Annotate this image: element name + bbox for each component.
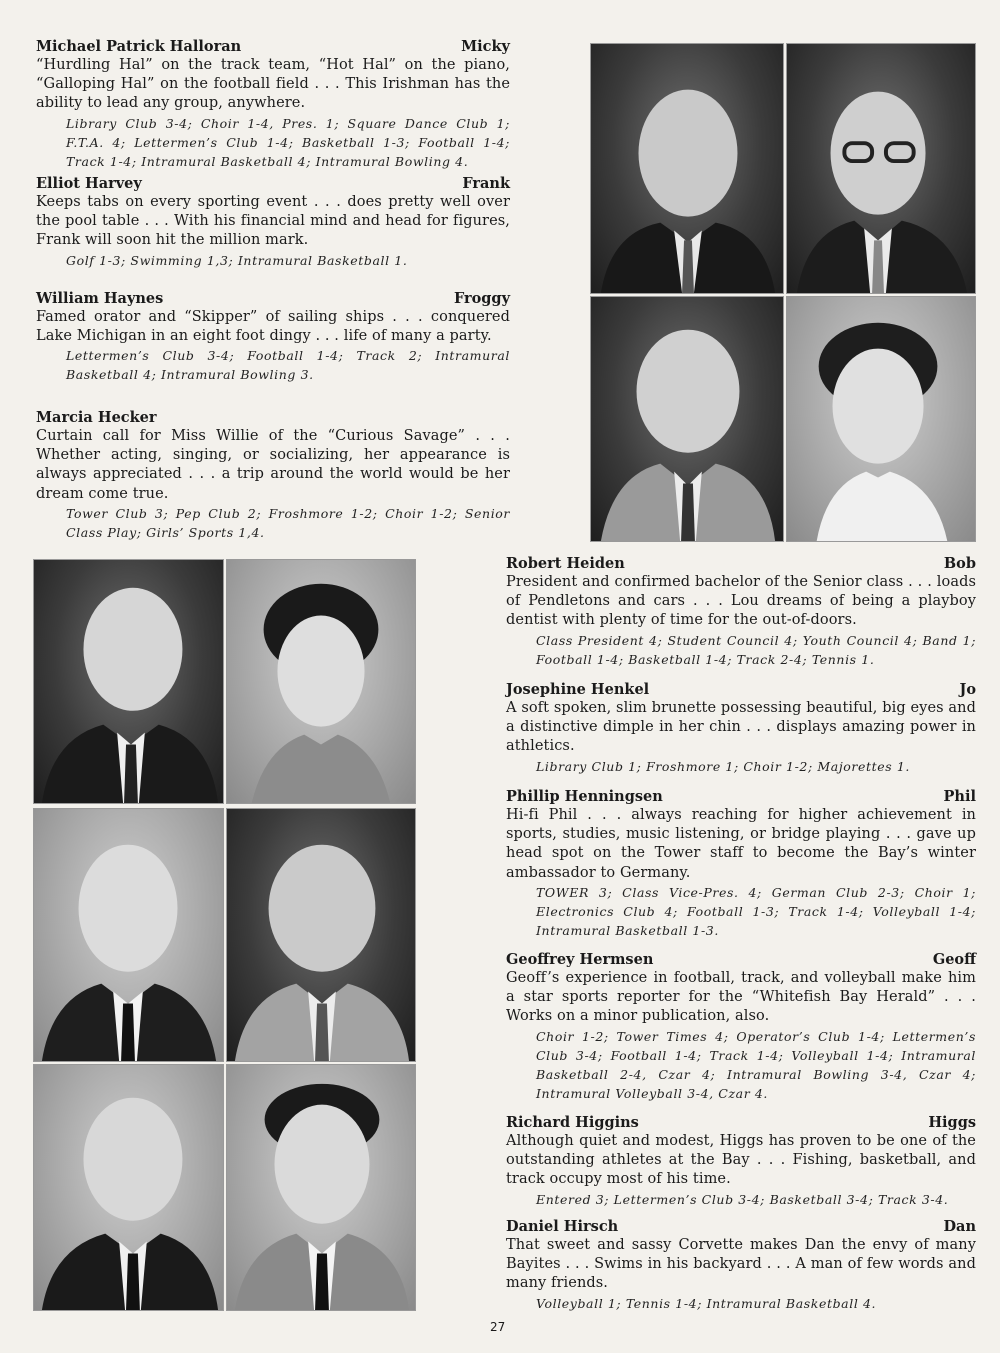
student-description: “Hurdling Hal” on the track team, “Hot Hal” on the piano, “Galloping Hal” on the football field . . . This Irishman has the ability to lead any group, anywhere. xyxy=(36,57,510,112)
portrait-photo-row3-right xyxy=(226,1064,416,1311)
student-activities: Golf 1-3; Swimming 1,3; Intramural Basketball 1. xyxy=(66,252,408,268)
entry-halloran xyxy=(36,37,510,171)
portrait-photo-row1-right xyxy=(226,559,416,804)
portrait-silhouette xyxy=(227,809,415,1061)
entry-header xyxy=(506,680,976,699)
student-nickname: Jo xyxy=(959,681,976,698)
student-name: Marcia Hecker xyxy=(36,409,157,426)
student-nickname: Micky xyxy=(461,38,510,55)
entry-header xyxy=(36,408,510,427)
student-description: That sweet and sassy Corvette makes Dan the envy of many Bayites . . . Swims in his backyard . . . A man of few words and many friends. xyxy=(506,1237,976,1292)
portrait-photo-row3-left xyxy=(33,1064,224,1311)
student-activities: Entered 3; Lettermen’s Club 3-4; Basketball 3-4; Track 3-4. xyxy=(536,1191,949,1207)
student-name: Michael Patrick Halloran xyxy=(36,38,242,55)
entry-harvey xyxy=(36,174,510,270)
student-activities: Class President 4; Student Council 4; Youth Council 4; Band 1; Football 1-4; Basketball 1-4; Track 2-4; Tennis 1. xyxy=(536,632,976,667)
entry-hermsen xyxy=(506,950,976,1103)
entry-hecker xyxy=(36,408,510,542)
student-nickname: Geoff xyxy=(932,951,976,968)
entry-header xyxy=(506,1113,976,1132)
student-description: A soft spoken, slim brunette possessing beautiful, big eyes and a distinctive dimple in her chin . . . displays amazing power in athletics. xyxy=(506,700,976,755)
student-nickname: Frank xyxy=(462,175,510,192)
student-name: William Haynes xyxy=(36,290,164,307)
student-nickname: Bob xyxy=(943,555,976,572)
student-nickname: Higgs xyxy=(928,1114,976,1131)
entry-header xyxy=(36,37,510,56)
portrait-silhouette xyxy=(787,44,975,293)
portrait-silhouette xyxy=(591,44,783,293)
student-name: Robert Heiden xyxy=(506,555,625,572)
portrait-silhouette xyxy=(34,560,223,803)
portrait-silhouette xyxy=(787,297,975,541)
student-nickname: Froggy xyxy=(453,290,510,307)
student-nickname: Phil xyxy=(943,788,976,805)
student-description: Keeps tabs on every sporting event . . . does pretty well over the pool table . . . With his financial mind and head for figures, Frank will soon hit the million mark. xyxy=(36,194,510,249)
entry-header xyxy=(36,289,510,308)
student-activities: Volleyball 1; Tennis 1-4; Intramural Basketball 4. xyxy=(536,1295,877,1311)
portrait-photo-row2-left xyxy=(33,808,224,1062)
student-activities: Library Club 3-4; Choir 1-4, Pres. 1; Square Dance Club 1; F.T.A. 4; Lettermen’s Club 1-4; Basketball 1-3; Football 1-4; Track 1-4; Intramural Basketball 4; Intramural Bowling 4. xyxy=(66,115,510,169)
student-name: Elliot Harvey xyxy=(36,175,142,192)
entry-henkel xyxy=(506,680,976,776)
student-name: Josephine Henkel xyxy=(506,681,650,698)
student-description: Hi-fi Phil . . . always reaching for higher achievement in sports, studies, music listening, or bridge playing . . . gave up head spot on the Tower staff to become the Bay’s winter ambassador to Germany. xyxy=(506,807,976,881)
portrait-photo-heiden xyxy=(590,296,784,542)
student-description: President and confirmed bachelor of the Senior class . . . loads of Pendletons and cars . . . Lou dreams of being a playboy dentist with plenty of time for the out-of-doors. xyxy=(506,574,976,629)
student-nickname: Dan xyxy=(943,1218,976,1235)
student-description: Curtain call for Miss Willie of the “Curious Savage” . . . Whether acting, singing, or socializing, her appearance is always appreciated . . . a trip around the world would be her dream come true. xyxy=(36,428,510,502)
student-activities: Tower Club 3; Pep Club 2; Froshmore 1-2; Choir 1-2; Senior Class Play; Girls’ Sports 1,4. xyxy=(66,505,510,540)
portrait-silhouette xyxy=(227,560,415,803)
student-activities: Choir 1-2; Tower Times 4; Operator’s Club 1-4; Lettermen’s Club 3-4; Football 1-4; Track 1-4; Volleyball 1-4; Intramural Basketball 2-4, Czar 4; Intramural Bowling 3-4, Czar 4; Intramural Volleyball 3-4, Czar 4. xyxy=(536,1028,976,1101)
student-activities: Lettermen’s Club 3-4; Football 1-4; Track 2; Intramural Basketball 4; Intramural Bowling 3. xyxy=(66,348,510,383)
entry-higgins xyxy=(506,1113,976,1209)
student-activities: TOWER 3; Class Vice-Pres. 4; German Club 2-3; Choir 1; Electronics Club 4; Football 1-3; Track 1-4; Volleyball 1-4; Intramural Basketball 1-3. xyxy=(536,884,976,938)
student-name: Geoffrey Hermsen xyxy=(506,951,654,968)
entry-header xyxy=(506,554,976,573)
student-description: Although quiet and modest, Higgs has proven to be one of the outstanding athletes at the Bay . . . Fishing, basketball, and track occupy most of his time. xyxy=(506,1133,976,1188)
entry-haynes xyxy=(36,289,510,384)
student-name: Daniel Hirsch xyxy=(506,1218,619,1235)
portrait-silhouette xyxy=(227,1065,415,1310)
entry-header xyxy=(506,950,976,969)
entry-header xyxy=(506,787,976,806)
entry-hirsch xyxy=(506,1217,976,1313)
portrait-photo-halloran xyxy=(590,43,784,294)
entry-henningsen xyxy=(506,787,976,940)
portrait-silhouette xyxy=(34,809,223,1061)
portrait-photo-row2-right xyxy=(226,808,416,1062)
student-name: Phillip Henningsen xyxy=(506,788,663,805)
entry-heiden xyxy=(506,554,976,669)
entry-header xyxy=(506,1217,976,1236)
portrait-photo-henkel-row1-left xyxy=(33,559,224,804)
student-name: Richard Higgins xyxy=(506,1114,639,1131)
portrait-photo-hecker xyxy=(786,296,976,542)
student-activities: Library Club 1; Froshmore 1; Choir 1-2; Majorettes 1. xyxy=(536,758,910,774)
portrait-photo-harvey xyxy=(786,43,976,294)
student-description: Famed orator and “Skipper” of sailing ships . . . conquered Lake Michigan in an eight foot dingy . . . life of many a party. xyxy=(36,309,510,345)
portrait-silhouette xyxy=(34,1065,223,1310)
portrait-silhouette xyxy=(591,297,783,541)
student-description: Geoff’s experience in football, track, and volleyball make him a star sports reporter for the “Whitefish Bay Herald” . . . Works on a minor publication, also. xyxy=(506,970,976,1025)
page-number: 27 xyxy=(490,1320,506,1334)
entry-header xyxy=(36,174,510,193)
